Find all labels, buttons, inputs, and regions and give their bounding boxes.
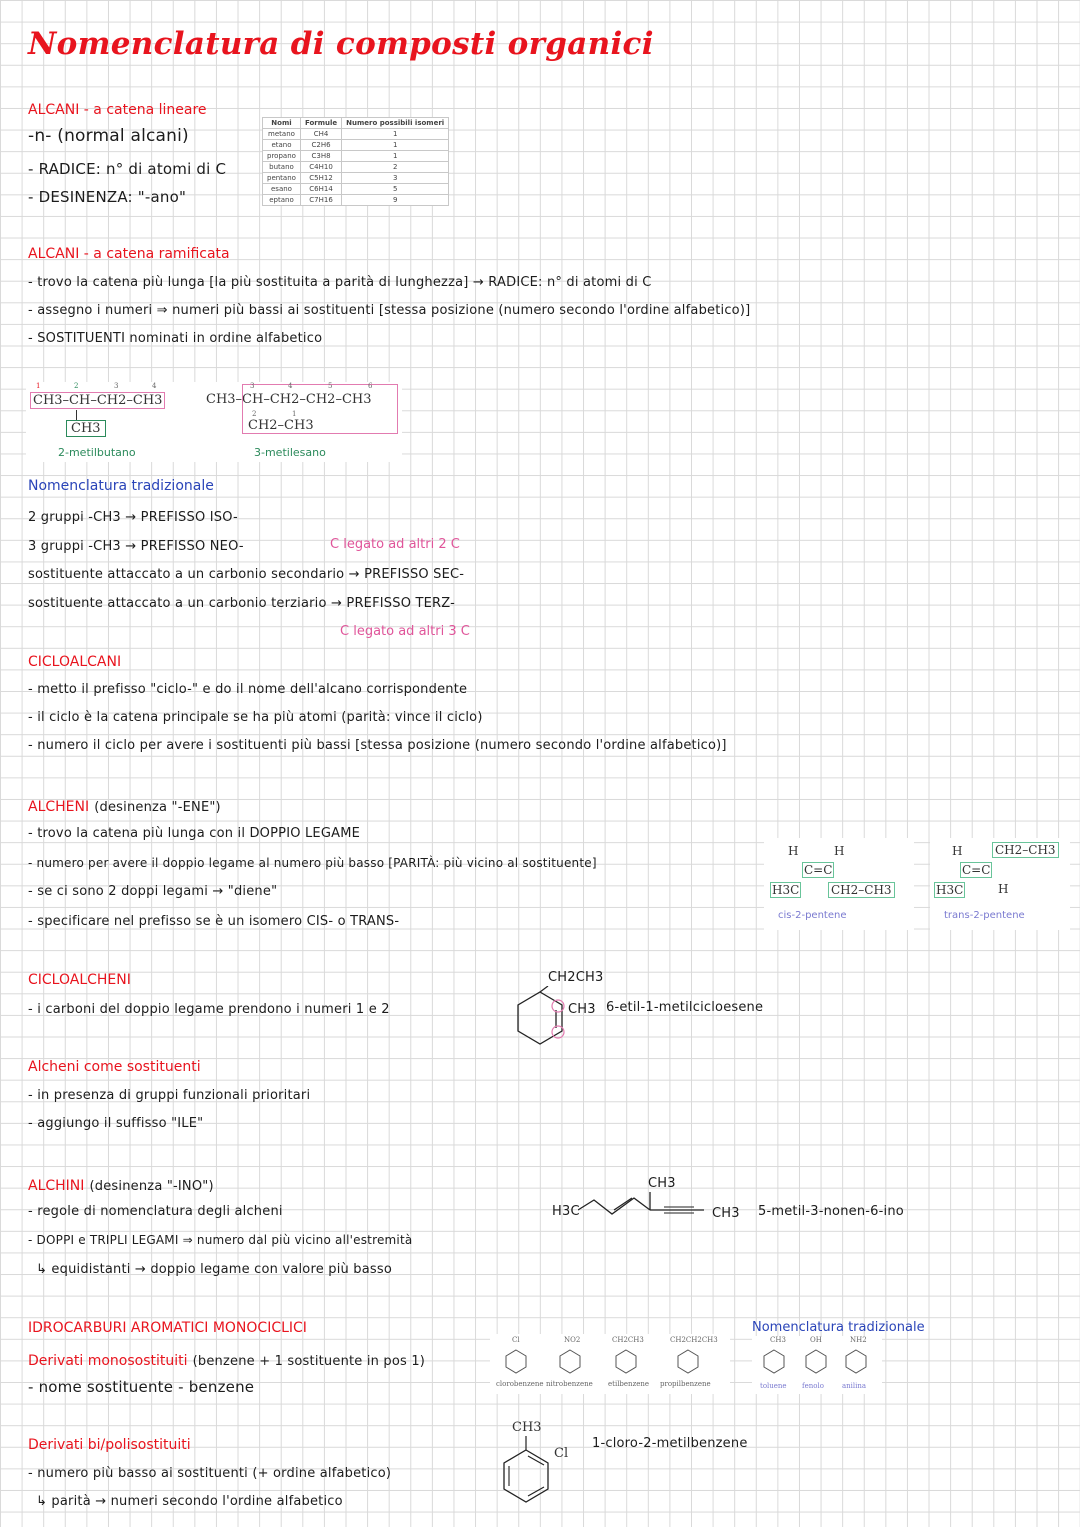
monosostituiti-note: (benzene + 1 sostituente in pos 1) xyxy=(192,1354,426,1369)
molecule-caption: 2-metilbutano xyxy=(58,446,136,459)
table-cell: 9 xyxy=(342,195,449,206)
substituent-label: CH3 xyxy=(512,1420,542,1435)
table-cell: C5H12 xyxy=(300,173,341,184)
table-row xyxy=(263,173,449,184)
substituent-label: CH3 xyxy=(568,1002,596,1017)
alcheni-line: - numero per avere il doppio legame al numero più basso [PARITÀ: più vicino al sostituente] xyxy=(28,856,597,870)
isomers-table xyxy=(262,117,449,206)
table-cell: C7H16 xyxy=(300,195,341,206)
substituent-label: Cl xyxy=(512,1336,520,1344)
atom-label: CH2–CH3 xyxy=(828,882,895,898)
table-cell: C4H10 xyxy=(300,162,341,173)
atom-label: H xyxy=(998,882,1009,896)
table-cell: C2H6 xyxy=(300,140,341,151)
table-header: Numero possibili isomeri xyxy=(342,118,449,129)
tradizionale-line: sostituente attaccato a un carbonio terziario → PREFISSO TERZ- xyxy=(28,596,456,611)
alchini-heading-row xyxy=(28,1175,214,1194)
benzene-ring-icon xyxy=(614,1348,638,1374)
monosostituiti-heading: Derivati monosostituiti xyxy=(28,1353,188,1369)
table-row xyxy=(263,184,449,195)
atom-label: CH2–CH3 xyxy=(992,842,1059,858)
alcani-lineari-line: - RADICE: n° di atomi di C xyxy=(28,160,227,178)
table-cell: eptano xyxy=(263,195,301,206)
molecule-trans-2-pentene xyxy=(930,838,1070,930)
carbon-number: 6 xyxy=(368,382,373,390)
compound-name: fenolo xyxy=(802,1382,824,1390)
alcheni-sostituenti-line: - aggiungo il suffisso "ILE" xyxy=(28,1116,204,1131)
substituent-label: Cl xyxy=(554,1446,569,1461)
tradizionale-heading: Nomenclatura tradizionale xyxy=(28,478,214,494)
carbon-number: 3 xyxy=(250,382,255,390)
table-cell: CH4 xyxy=(300,129,341,140)
compound-name: 6-etil-1-metilcicloesene xyxy=(606,1000,764,1015)
table-cell: etano xyxy=(263,140,301,151)
table-header: Formule xyxy=(300,118,341,129)
tradizionale-line: sostituente attaccato a un carbonio secondario → PREFISSO SEC- xyxy=(28,567,465,582)
alchini-heading-note: (desinenza "-INO") xyxy=(89,1179,214,1194)
carbon-number: 1 xyxy=(36,382,41,390)
table-cell: pentano xyxy=(263,173,301,184)
table-cell: 3 xyxy=(342,173,449,184)
molecule-caption: trans-2-pentene xyxy=(944,910,1025,921)
atom-label: H3C xyxy=(936,883,964,897)
tradizionale-line: 3 gruppi -CH3 → PREFISSO NEO- xyxy=(28,539,244,554)
alcheni-heading: ALCHENI xyxy=(28,799,90,815)
alchini-line: - DOPPI e TRIPLI LEGAMI ⇒ numero dal più vicino all'estremità xyxy=(28,1233,413,1247)
substituent-label: CH3 xyxy=(770,1336,786,1344)
substituent-label: CH2CH3 xyxy=(548,970,604,985)
table-header: Nomi xyxy=(263,118,301,129)
cicloalcheni-line: - i carboni del doppio legame prendono i numeri 1 e 2 xyxy=(28,1002,390,1017)
cicloalcani-line: - il ciclo è la catena principale se ha più atomi (parità: vince il ciclo) xyxy=(28,710,483,725)
alcani-lineari-heading: ALCANI - a catena lineare xyxy=(28,102,207,118)
substituent-label: CH2CH3 xyxy=(612,1336,644,1344)
atom-label: CH3 xyxy=(712,1206,740,1221)
benzene-ring-icon xyxy=(558,1348,582,1374)
table-row xyxy=(263,129,449,140)
aromatici-heading: IDROCARBURI AROMATICI MONOCICLICI xyxy=(28,1320,307,1336)
tradizionale-line: 2 gruppi -CH3 → PREFISSO ISO- xyxy=(28,510,238,525)
alchini-heading: ALCHINI xyxy=(28,1178,85,1194)
alcani-lineari-line: - DESINENZA: "-ano" xyxy=(28,188,187,206)
alcheni-sostituenti-line: - in presenza di gruppi funzionali prioritari xyxy=(28,1088,311,1103)
compound-name: clorobenzene xyxy=(496,1380,544,1388)
alcheni-line: - specificare nel prefisso se è un isomero CIS- o TRANS- xyxy=(28,914,400,929)
substituent-label: NO2 xyxy=(564,1336,581,1344)
substituent-label: OH xyxy=(810,1336,822,1344)
alchino-skeleton xyxy=(578,1188,712,1236)
table-row xyxy=(263,162,449,173)
carbon-number: 3 xyxy=(114,382,119,390)
table-cell: 5 xyxy=(342,184,449,195)
annotation-note: C legato ad altri 2 C xyxy=(330,537,460,552)
alcheni-heading-row xyxy=(28,796,221,815)
alcani-lineari-line: -n- (normal alcani) xyxy=(28,126,189,146)
atom-label: CH3 xyxy=(648,1176,676,1191)
table-cell: 1 xyxy=(342,140,449,151)
carbon-number: 5 xyxy=(328,382,333,390)
table-header-row xyxy=(263,118,449,129)
table-row xyxy=(263,195,449,206)
compound-name: anilina xyxy=(842,1382,867,1390)
substituent-label: CH2CH2CH3 xyxy=(670,1336,718,1344)
alcani-ramificati-line: - SOSTITUENTI nominati in ordine alfabetico xyxy=(28,331,323,346)
atom-label: H xyxy=(788,844,799,858)
branch-group: CH2–CH3 xyxy=(248,418,314,433)
carbon-number: 2 xyxy=(74,382,79,390)
alcani-ramificati-line: - trovo la catena più lunga [la più sostituita a parità di lunghezza] → RADICE: n° di atomi di C xyxy=(28,275,652,290)
bisostituiti-line: ↳ parità → numeri secondo l'ordine alfabetico xyxy=(36,1494,343,1509)
substituent-label: NH2 xyxy=(850,1336,867,1344)
cicloesene-ring xyxy=(510,986,570,1052)
molecule-caption: 3-metilesano xyxy=(254,446,326,459)
molecule-2-metilbutano xyxy=(26,382,214,462)
branch-group: CH3 xyxy=(66,420,106,437)
alcheni-heading-note: (desinenza "-ENE") xyxy=(94,800,221,815)
molecule-cis-2-pentene xyxy=(764,838,914,930)
benzene-ring-icon xyxy=(804,1348,828,1374)
tradizionale-examples xyxy=(752,1336,882,1394)
alcheni-line: - trovo la catena più lunga con il DOPPIO LEGAME xyxy=(28,826,361,841)
table-row xyxy=(263,140,449,151)
table-cell: 1 xyxy=(342,151,449,162)
alcheni-sostituenti-heading: Alcheni come sostituenti xyxy=(28,1059,201,1075)
cicloalcani-line: - metto il prefisso "ciclo-" e do il nome dell'alcano corrispondente xyxy=(28,682,468,697)
aromatici-tradizionale-heading: Nomenclatura tradizionale xyxy=(752,1320,925,1335)
table-cell: metano xyxy=(263,129,301,140)
table-cell: 2 xyxy=(342,162,449,173)
table-cell: C6H14 xyxy=(300,184,341,195)
atom-label: H3C xyxy=(772,883,800,897)
compound-name: nitrobenzene xyxy=(546,1380,593,1388)
page-title: Nomenclatura di composti organici xyxy=(28,26,654,62)
molecule-caption: cis-2-pentene xyxy=(778,910,847,921)
compound-name: toluene xyxy=(760,1382,787,1390)
table-cell: C3H8 xyxy=(300,151,341,162)
alcani-ramificati-line: - assegno i numeri ⇒ numeri più bassi ai sostituenti [stessa posizione (numero secondo l'ordine alfabetico)] xyxy=(28,303,751,318)
benzene-ring-icon xyxy=(844,1348,868,1374)
title-underline xyxy=(28,66,548,74)
atom-label: H xyxy=(834,844,845,858)
molecule-3-metilesano xyxy=(202,382,402,462)
compound-name: etilbenzene xyxy=(608,1380,650,1388)
monosostituiti-heading-row xyxy=(28,1350,425,1369)
compound-name: propilbenzene xyxy=(660,1380,711,1388)
atom-label: H3C xyxy=(552,1204,580,1219)
carbon-number: 2 xyxy=(252,410,257,418)
carbon-number: 1 xyxy=(292,410,297,418)
alchini-line: ↳ equidistanti → doppio legame con valore più basso xyxy=(36,1262,393,1277)
alcani-ramificati-heading: ALCANI - a catena ramificata xyxy=(28,246,230,262)
table-cell: 1 xyxy=(342,129,449,140)
monosostituiti-examples xyxy=(490,1334,730,1394)
cicloalcani-heading: CICLOALCANI xyxy=(28,654,122,670)
bisostituiti-line: - numero più basso ai sostituenti (+ ordine alfabetico) xyxy=(28,1466,392,1481)
compound-name: 1-cloro-2-metilbenzene xyxy=(592,1436,748,1451)
carbon-number: 4 xyxy=(152,382,157,390)
cicloalcani-line: - numero il ciclo per avere i sostituenti più bassi [stessa posizione (numero secondo l'ordine alfabetico)] xyxy=(28,738,727,753)
table-cell: esano xyxy=(263,184,301,195)
atom-label: H xyxy=(952,844,963,858)
benzene-ring-icon xyxy=(504,1348,528,1374)
double-bond-center: C=C xyxy=(804,863,833,877)
table-cell: propano xyxy=(263,151,301,162)
alcheni-line: - se ci sono 2 doppi legami → "diene" xyxy=(28,884,278,899)
cicloalcheni-heading: CICLOALCHENI xyxy=(28,972,131,988)
alchini-line: - regole di nomenclatura degli alcheni xyxy=(28,1204,283,1219)
bond-line xyxy=(76,410,77,420)
benzene-ring-icon xyxy=(762,1348,786,1374)
table-cell: butano xyxy=(263,162,301,173)
aromatici-line: - nome sostituente - benzene xyxy=(28,1378,255,1396)
compound-name: 5-metil-3-nonen-6-ino xyxy=(758,1204,904,1219)
double-bond-center: C=C xyxy=(962,863,991,877)
main-chain: CH3–CH–CH2–CH2–CH3 xyxy=(206,392,372,407)
table-row xyxy=(263,151,449,162)
carbon-number: 4 xyxy=(288,382,293,390)
main-chain: CH3–CH–CH2–CH3 xyxy=(30,392,165,409)
benzene-bisostituito-ring xyxy=(494,1436,554,1518)
benzene-ring-icon xyxy=(676,1348,700,1374)
annotation-note: C legato ad altri 3 C xyxy=(340,624,470,639)
bisostituiti-heading: Derivati bi/polisostituiti xyxy=(28,1437,191,1453)
